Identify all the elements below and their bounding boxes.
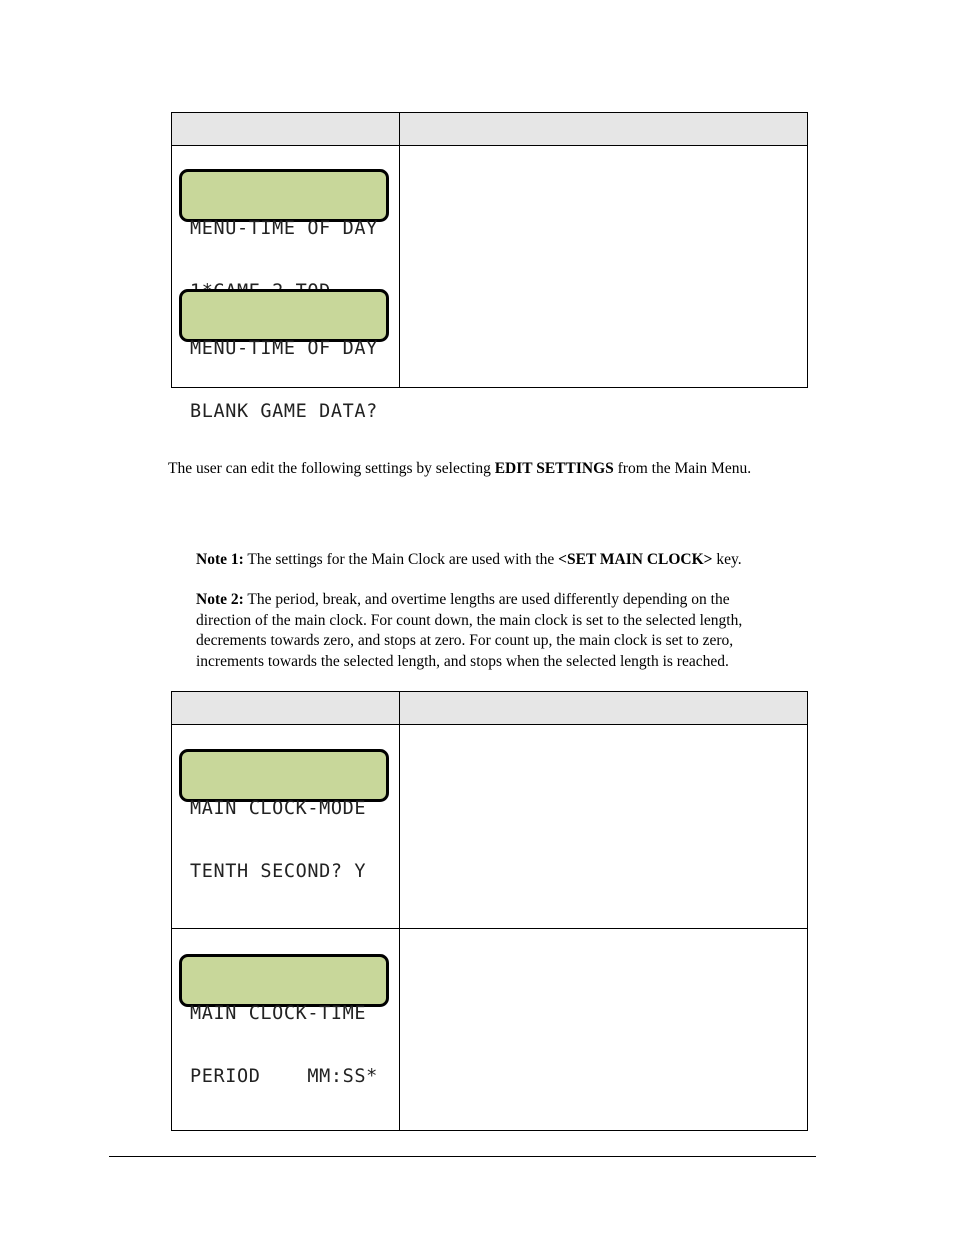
main-clock-table: [171, 691, 808, 1131]
note-2-line: decrements towards zero, and stops at zero. For count up, the main clock is set to zero,: [196, 632, 734, 649]
lcd-cell: [172, 929, 400, 1130]
note-2-line: [196, 590, 742, 611]
table-row: [172, 725, 807, 928]
lcd-line-1: MENU-TIME OF DAY: [190, 338, 378, 359]
description-cell: [400, 929, 807, 1130]
note-1-text: The settings for the Main Clock are used with the: [243, 551, 559, 568]
note-1-label: Note 1:: [196, 551, 244, 568]
note-2-line: increments towards the selected length, and stops when the selected length is reached.: [196, 652, 729, 670]
header-cell-description: [400, 692, 807, 724]
lcd-line-2: PERIOD MM:SS*: [190, 1066, 378, 1087]
time-of-day-table: [171, 112, 808, 422]
note-2: [196, 590, 742, 672]
header-cell-description: [400, 113, 807, 145]
description-cell: [400, 725, 807, 928]
intro-text-end: from the Main Menu.: [613, 460, 752, 477]
intro-text: The user can edit the following settings by selecting: [168, 460, 495, 477]
lcd-display: [179, 954, 389, 1087]
footer-rule: [109, 1156, 816, 1157]
lcd-display: [179, 749, 389, 882]
edit-settings-label: EDIT SETTINGS: [494, 460, 614, 477]
lcd-line-1: MENU-TIME OF DAY: [190, 218, 378, 239]
note-2-line: direction of the main clock. For count down, the main clock is set to the selected length,: [196, 611, 743, 629]
lcd-display: [179, 169, 389, 239]
table-header: [172, 692, 807, 725]
lcd-line-2: BLANK GAME DATA?: [190, 401, 378, 422]
table-row: [172, 928, 807, 1130]
table-header: [172, 113, 807, 146]
table-row: [172, 146, 807, 422]
lcd-display: [179, 289, 389, 422]
header-cell-lcd: [172, 113, 400, 145]
set-main-clock-key: <SET MAIN CLOCK>: [558, 551, 713, 568]
intro-paragraph: [168, 459, 751, 480]
lcd-line-2: TENTH SECOND? Y: [190, 861, 367, 882]
note-1: [196, 550, 742, 571]
lcd-line-1: MAIN CLOCK-MODE: [190, 798, 367, 819]
header-cell-lcd: [172, 692, 400, 724]
note-2-text: The period, break, and overtime lengths are used differently depending on the: [243, 591, 730, 608]
description-cell: [400, 146, 807, 387]
lcd-cell: [172, 725, 400, 928]
note-2-label: Note 2:: [196, 591, 244, 608]
note-1-text-end: key.: [712, 551, 742, 568]
lcd-line-1: MAIN CLOCK-TIME: [190, 1003, 367, 1024]
lcd-cell: [172, 146, 400, 422]
